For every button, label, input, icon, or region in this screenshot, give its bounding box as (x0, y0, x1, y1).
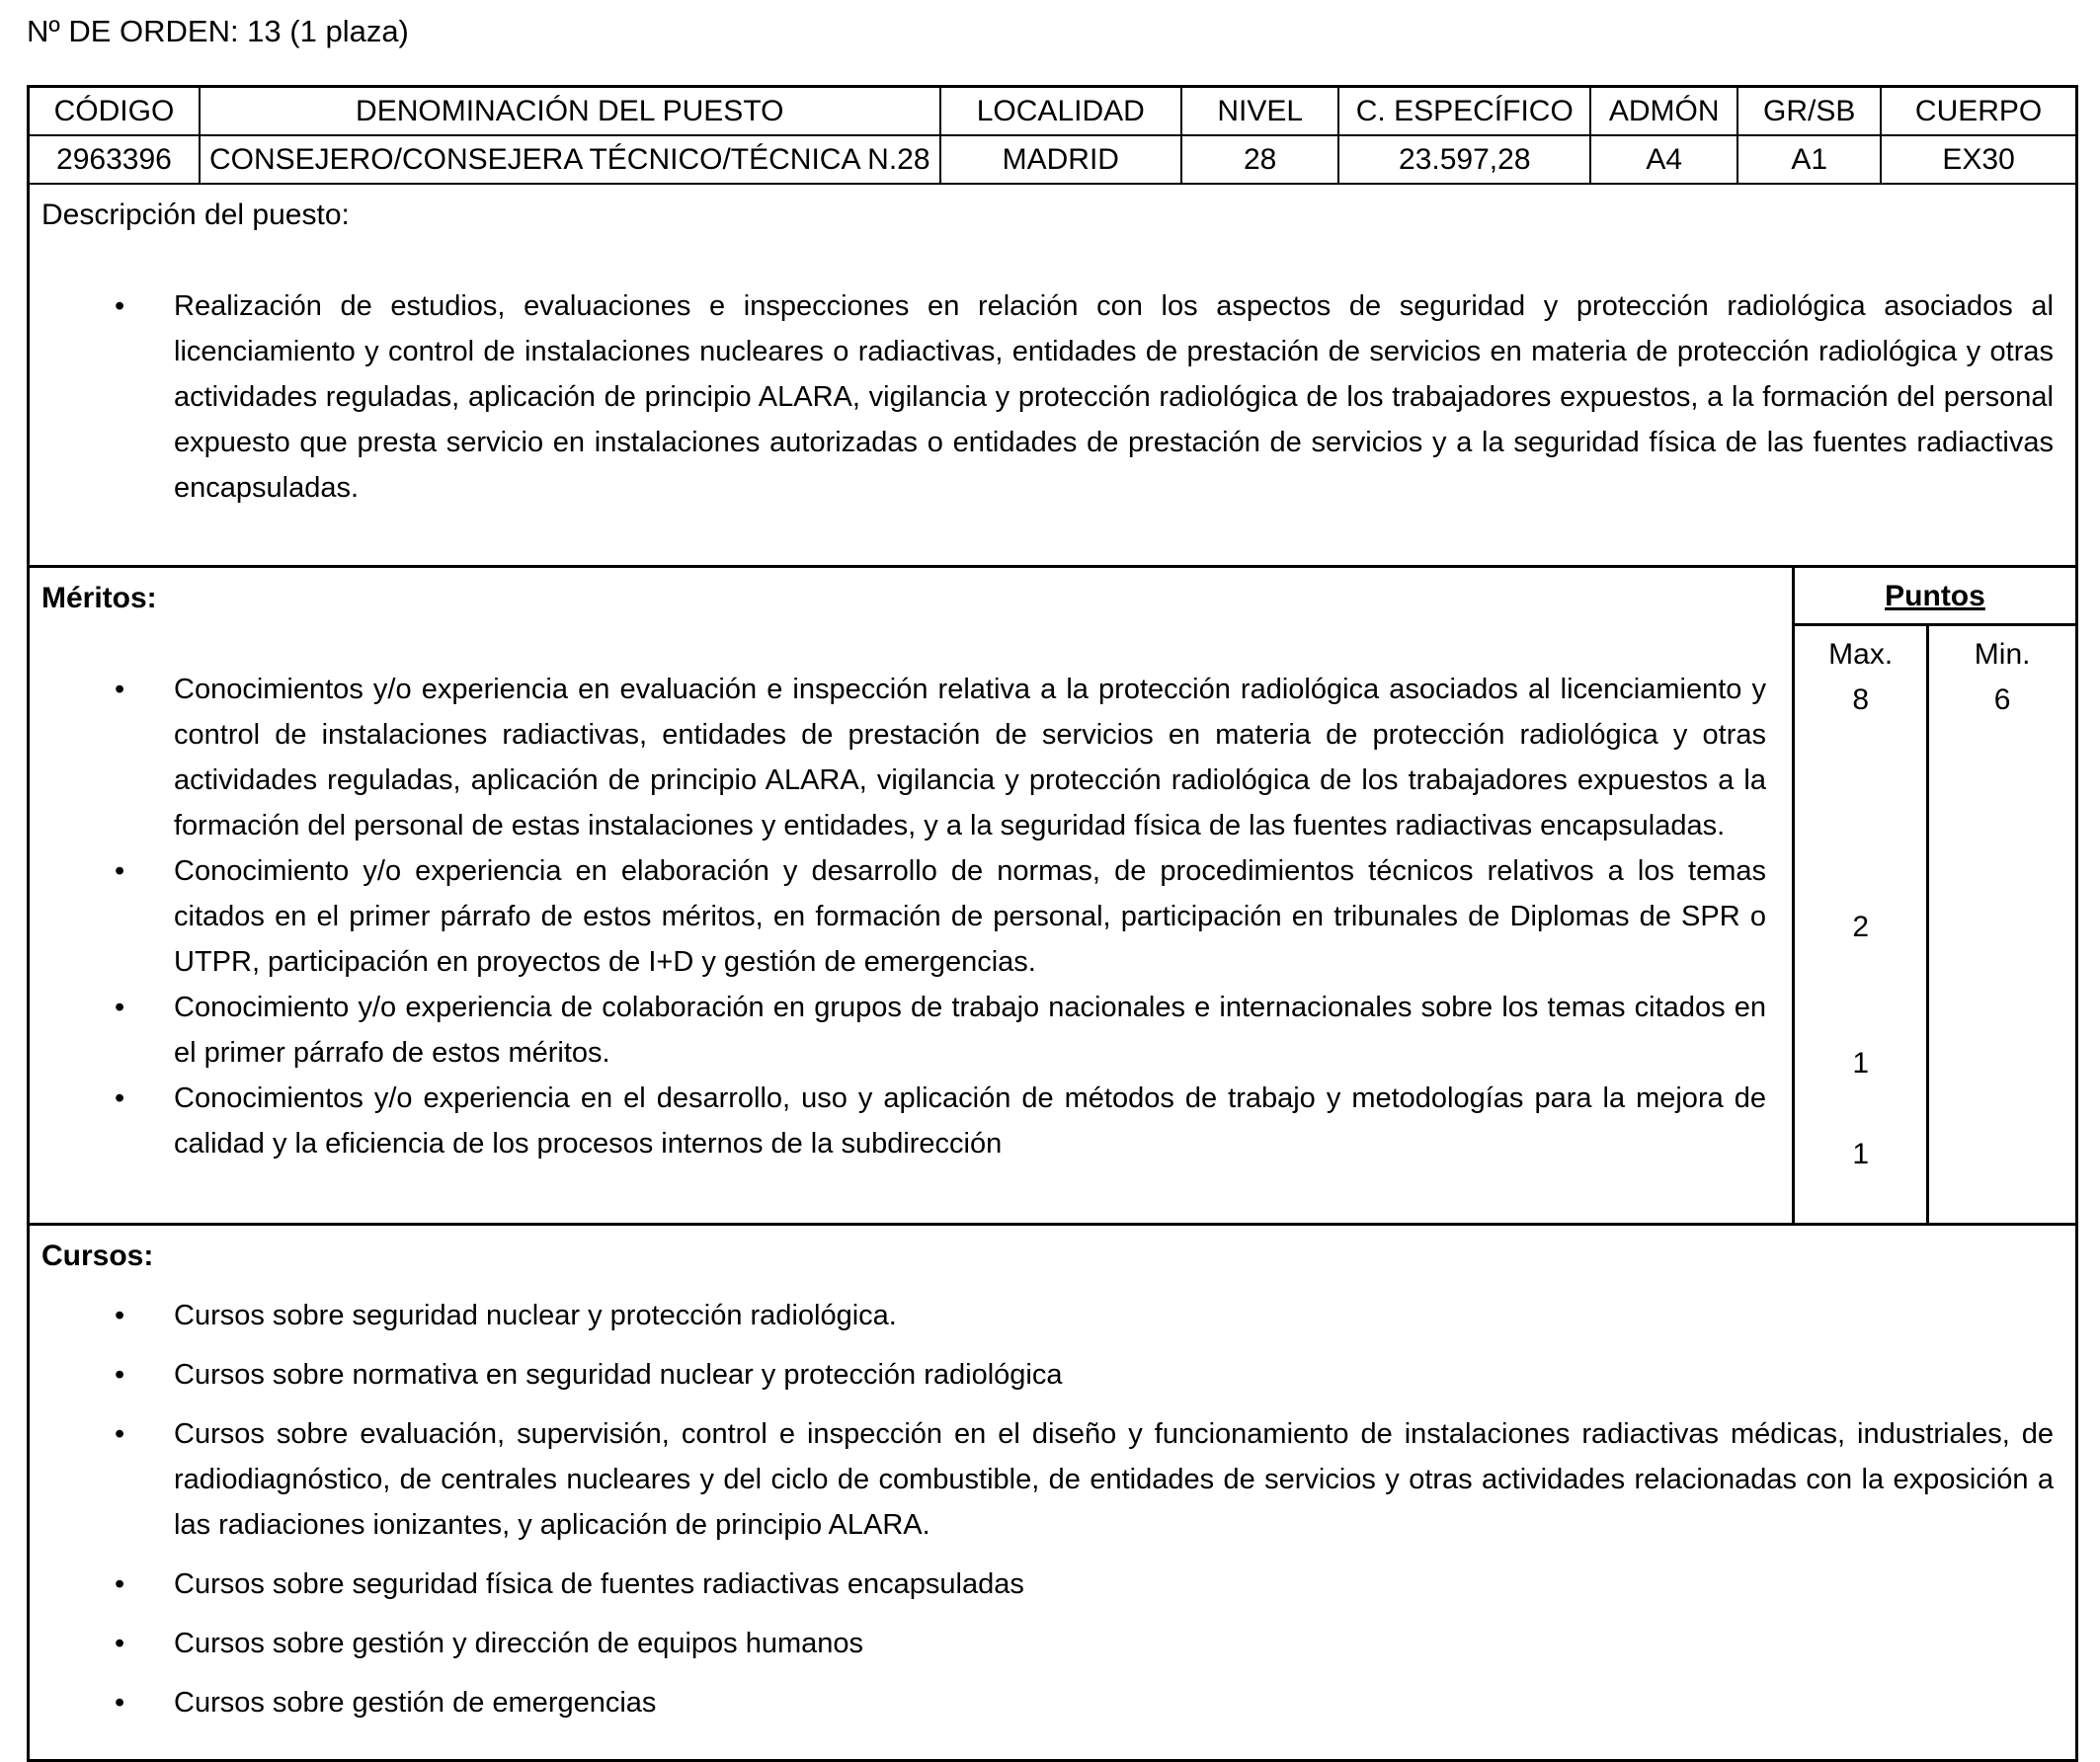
descripcion-title: Descripción del puesto: (41, 199, 350, 231)
value-localidad: MADRID (940, 135, 1181, 184)
max-value: 1 (1852, 1047, 1869, 1080)
list-item (30, 985, 1792, 1076)
header-c-especifico: C. ESPECÍFICO (1338, 88, 1590, 135)
curso-text: Cursos sobre normativa en seguridad nuclear y protección radiológica (174, 1359, 1063, 1391)
curso-text: Cursos sobre gestión y dirección de equipos humanos (174, 1628, 864, 1659)
meritos-title: Méritos: (41, 582, 157, 614)
list-item (30, 1621, 2075, 1666)
list-item (30, 1352, 2075, 1398)
merito-text: Conocimiento y/o experiencia en elaboración y desarrollo de normas, de procedimientos técnicos relativos a los temas citados en el primer párrafo de estos méritos, en formación de personal, participación en tribunales de Diplomas de SPR o UTPR, participación en proyectos de I+D y gestión de emergencias. (174, 855, 1766, 978)
header-admon: ADMÓN (1590, 88, 1737, 135)
merito-text: Conocimiento y/o experiencia de colaboración en grupos de trabajo nacionales e internacionales sobre los temas citados en el primer párrafo de estos méritos. (174, 992, 1766, 1069)
descripcion-section (30, 185, 2075, 565)
table-data-row (30, 135, 2075, 184)
value-nivel: 28 (1181, 135, 1338, 184)
value-gr-sb: A1 (1737, 135, 1881, 184)
bullet-icon: • (115, 1082, 125, 1114)
list-item (30, 848, 1792, 985)
list-item (30, 283, 2075, 511)
order-number-label: Nº DE ORDEN: 13 (1 plaza) (27, 14, 409, 48)
value-admon: A4 (1590, 135, 1737, 184)
bullet-icon: • (115, 855, 125, 887)
meritos-main-cell (30, 568, 1792, 1223)
header-nivel: NIVEL (1181, 88, 1338, 135)
list-item (30, 1076, 1792, 1166)
max-value: 1 (1852, 1138, 1869, 1170)
cursos-title: Cursos: (41, 1240, 154, 1272)
merito-text: Conocimientos y/o experiencia en evaluación e inspección relativa a la protección radiológica asociados al licenciamiento y control de instalaciones radiactivas, entidades de prestación de servicios en materia de protección radiológica y otras actividades reguladas, aplicación de principio ALARA, vigilancia y protección radiológica de los trabajadores expuestos a la formación del personal de estas instalaciones y entidades, y a la seguridad física de las fuentes radiactivas encapsuladas. (174, 674, 1766, 841)
list-item (30, 1680, 2075, 1725)
min-value: 6 (1993, 683, 2011, 716)
header-cuerpo: CUERPO (1881, 88, 2075, 135)
puntos-min-column (1929, 626, 2075, 1223)
cursos-section (30, 1223, 2075, 1759)
value-cuerpo: EX30 (1881, 135, 2075, 184)
bullet-icon: • (115, 1568, 125, 1600)
bullet-icon: • (115, 1628, 125, 1659)
value-denominacion: CONSEJERO/CONSEJERA TÉCNICO/TÉCNICA N.28 (200, 135, 940, 184)
descripcion-bullet-list (30, 283, 2075, 511)
bullet-icon: • (115, 1300, 125, 1331)
position-summary-table (30, 88, 2075, 185)
puntos-columns (1795, 626, 2075, 1223)
header-denominacion: DENOMINACIÓN DEL PUESTO (200, 88, 940, 135)
meritos-section (30, 565, 2075, 1223)
min-label: Min. (1974, 638, 2031, 671)
bullet-icon: • (115, 290, 125, 322)
value-codigo: 2963396 (30, 135, 200, 184)
meritos-bullet-list (30, 667, 1792, 1166)
table-header-row (30, 88, 2075, 135)
list-item (30, 1411, 2075, 1548)
list-item (30, 1562, 2075, 1607)
job-posting-table (27, 85, 2078, 1762)
puntos-header-label: Puntos (1885, 580, 1985, 612)
bullet-icon: • (115, 674, 125, 705)
descripcion-bullet-text: Realización de estudios, evaluaciones e inspecciones en relación con los aspectos de seguridad y protección radiológica asociados al licenciamiento y control de instalaciones nucleares o radiactivas, entidades de prestación de servicios en materia de protección radiológica y otras actividades reguladas, aplicación de principio ALARA, vigilancia y protección radiológica de los trabajadores expuestos, a la formación del personal expuesto que presta servicio en instalaciones autorizadas o entidades de prestación de servicios y a la seguridad física de las fuentes radiactivas encapsuladas. (174, 290, 2054, 504)
puntos-max-column (1795, 626, 1929, 1223)
header-codigo: CÓDIGO (30, 88, 200, 135)
document-sheet (27, 0, 2078, 1762)
curso-text: Cursos sobre gestión de emergencias (174, 1687, 657, 1719)
header-localidad: LOCALIDAD (940, 88, 1181, 135)
bullet-icon: • (115, 1687, 125, 1719)
puntos-header (1795, 568, 2075, 626)
bullet-icon: • (115, 992, 125, 1023)
curso-text: Cursos sobre seguridad física de fuentes radiactivas encapsuladas (174, 1568, 1024, 1600)
bullet-icon: • (115, 1359, 125, 1391)
max-value: 2 (1852, 911, 1869, 943)
curso-text: Cursos sobre seguridad nuclear y protección radiológica. (174, 1300, 897, 1331)
puntos-panel (1792, 568, 2075, 1223)
max-value: 8 (1852, 683, 1869, 716)
bullet-icon: • (115, 1418, 125, 1450)
merito-text: Conocimientos y/o experiencia en el desarrollo, uso y aplicación de métodos de trabajo y metodologías para la mejora de calidad y la eficiencia de los procesos internos de la subdirección (174, 1082, 1766, 1160)
list-item (30, 1293, 2075, 1338)
header-gr-sb: GR/SB (1737, 88, 1881, 135)
curso-text: Cursos sobre evaluación, supervisión, control e inspección en el diseño y funcionamiento de instalaciones radiactivas médicas, industriales, de radiodiagnóstico, de centrales nucleares y del ciclo de combustible, de entidades de servicios y otras actividades relacionadas con la exposición a las radiaciones ionizantes, y aplicación de principio ALARA. (174, 1418, 2054, 1541)
value-c-especifico: 23.597,28 (1338, 135, 1590, 184)
max-label: Max. (1828, 638, 1894, 671)
list-item (30, 667, 1792, 848)
cursos-bullet-list (30, 1293, 2075, 1725)
